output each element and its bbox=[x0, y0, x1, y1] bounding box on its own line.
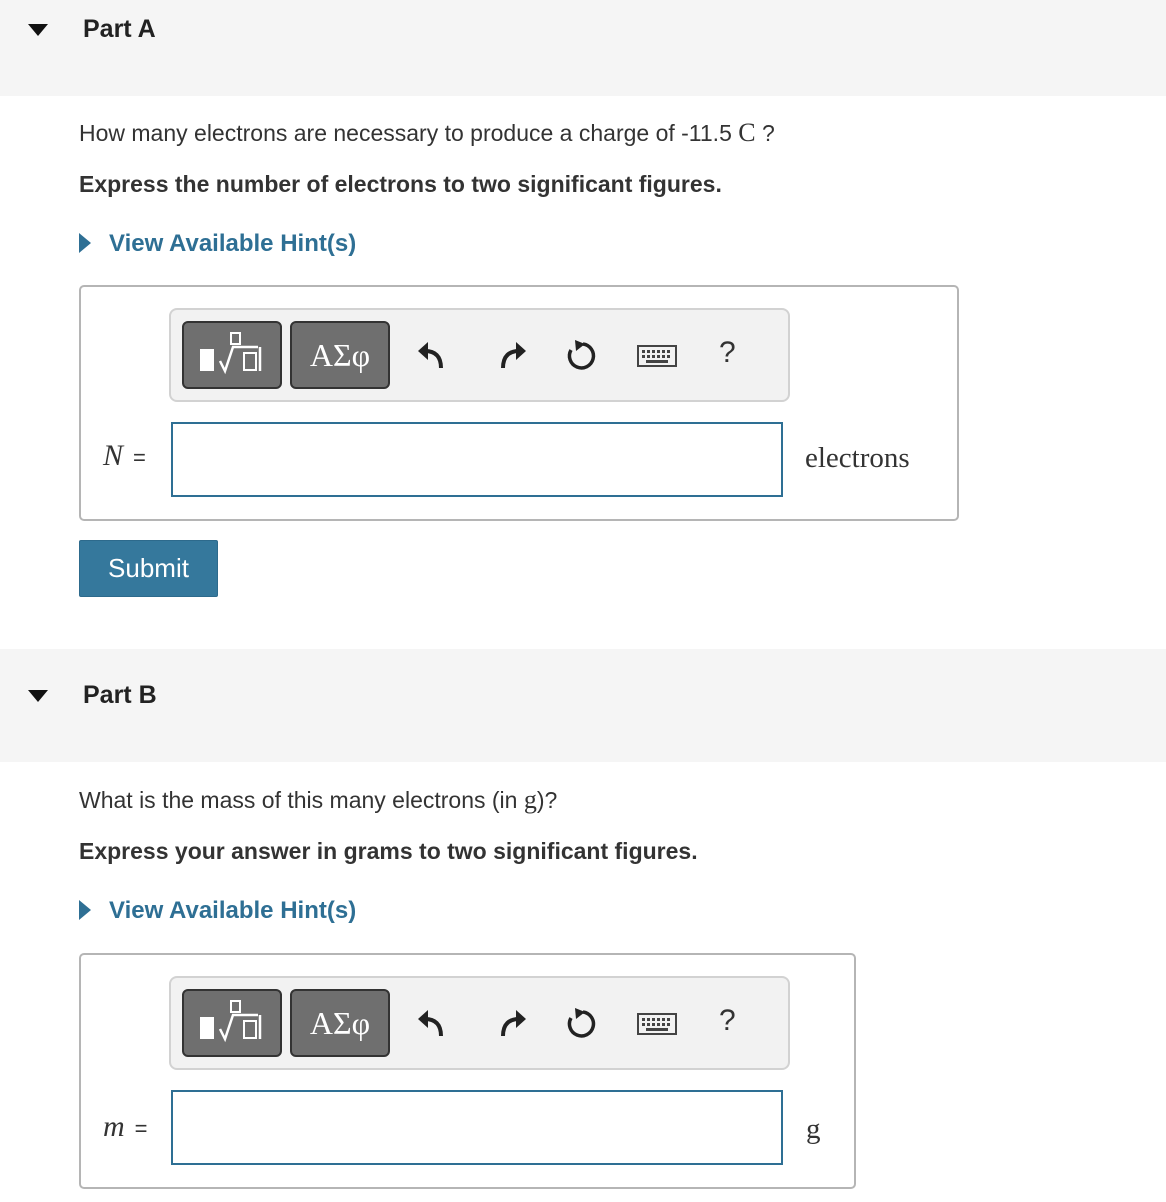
unit-label: g bbox=[806, 1113, 821, 1145]
part-a-title: Part A bbox=[83, 15, 156, 43]
greek-symbols-button[interactable]: ΑΣφ bbox=[290, 321, 390, 389]
keyboard-icon[interactable] bbox=[637, 1006, 677, 1042]
submit-button[interactable]: Submit bbox=[79, 540, 218, 597]
keyboard-icon[interactable] bbox=[637, 338, 677, 374]
math-toolbar bbox=[169, 976, 790, 1070]
help-icon[interactable]: ? bbox=[719, 336, 736, 369]
help-icon[interactable]: ? bbox=[719, 1004, 736, 1037]
templates-icon bbox=[184, 323, 280, 387]
answer-input[interactable] bbox=[171, 422, 783, 497]
part-b-hint-link[interactable]: View Available Hint(s) bbox=[79, 897, 356, 925]
redo-icon[interactable] bbox=[493, 338, 529, 374]
unit-label: electrons bbox=[805, 442, 910, 474]
greek-symbols-button[interactable]: ΑΣφ bbox=[290, 989, 390, 1057]
answer-input[interactable] bbox=[171, 1090, 783, 1165]
part-a-answer-box bbox=[79, 285, 959, 521]
unit-coulomb: C bbox=[738, 118, 756, 147]
expand-triangle-icon bbox=[79, 900, 91, 920]
part-b-header[interactable] bbox=[0, 649, 1166, 762]
part-b-question: What is the mass of this many electrons (in g)? bbox=[79, 785, 558, 814]
reset-icon[interactable] bbox=[563, 338, 599, 374]
undo-icon[interactable] bbox=[415, 1006, 451, 1042]
part-a-header[interactable] bbox=[0, 0, 1166, 96]
templates-icon bbox=[184, 991, 280, 1055]
part-b-instruction: Express your answer in grams to two significant figures. bbox=[79, 838, 698, 864]
part-a-question: How many electrons are necessary to produce a charge of -11.5 C ? bbox=[79, 118, 775, 147]
part-a-instruction: Express the number of electrons to two significant figures. bbox=[79, 171, 722, 197]
part-b-answer-box bbox=[79, 953, 856, 1189]
collapse-triangle-icon[interactable] bbox=[28, 690, 48, 702]
variable-label-n: N = bbox=[103, 439, 146, 472]
templates-button[interactable] bbox=[182, 989, 282, 1057]
redo-icon[interactable] bbox=[493, 1006, 529, 1042]
part-b-title: Part B bbox=[83, 681, 157, 709]
expand-triangle-icon bbox=[79, 233, 91, 253]
templates-button[interactable] bbox=[182, 321, 282, 389]
math-toolbar bbox=[169, 308, 790, 402]
variable-label-m: m = bbox=[103, 1110, 148, 1143]
collapse-triangle-icon[interactable] bbox=[28, 24, 48, 36]
part-a-hint-link[interactable]: View Available Hint(s) bbox=[79, 230, 356, 258]
unit-gram: g bbox=[523, 785, 537, 814]
reset-icon[interactable] bbox=[563, 1006, 599, 1042]
undo-icon[interactable] bbox=[415, 338, 451, 374]
